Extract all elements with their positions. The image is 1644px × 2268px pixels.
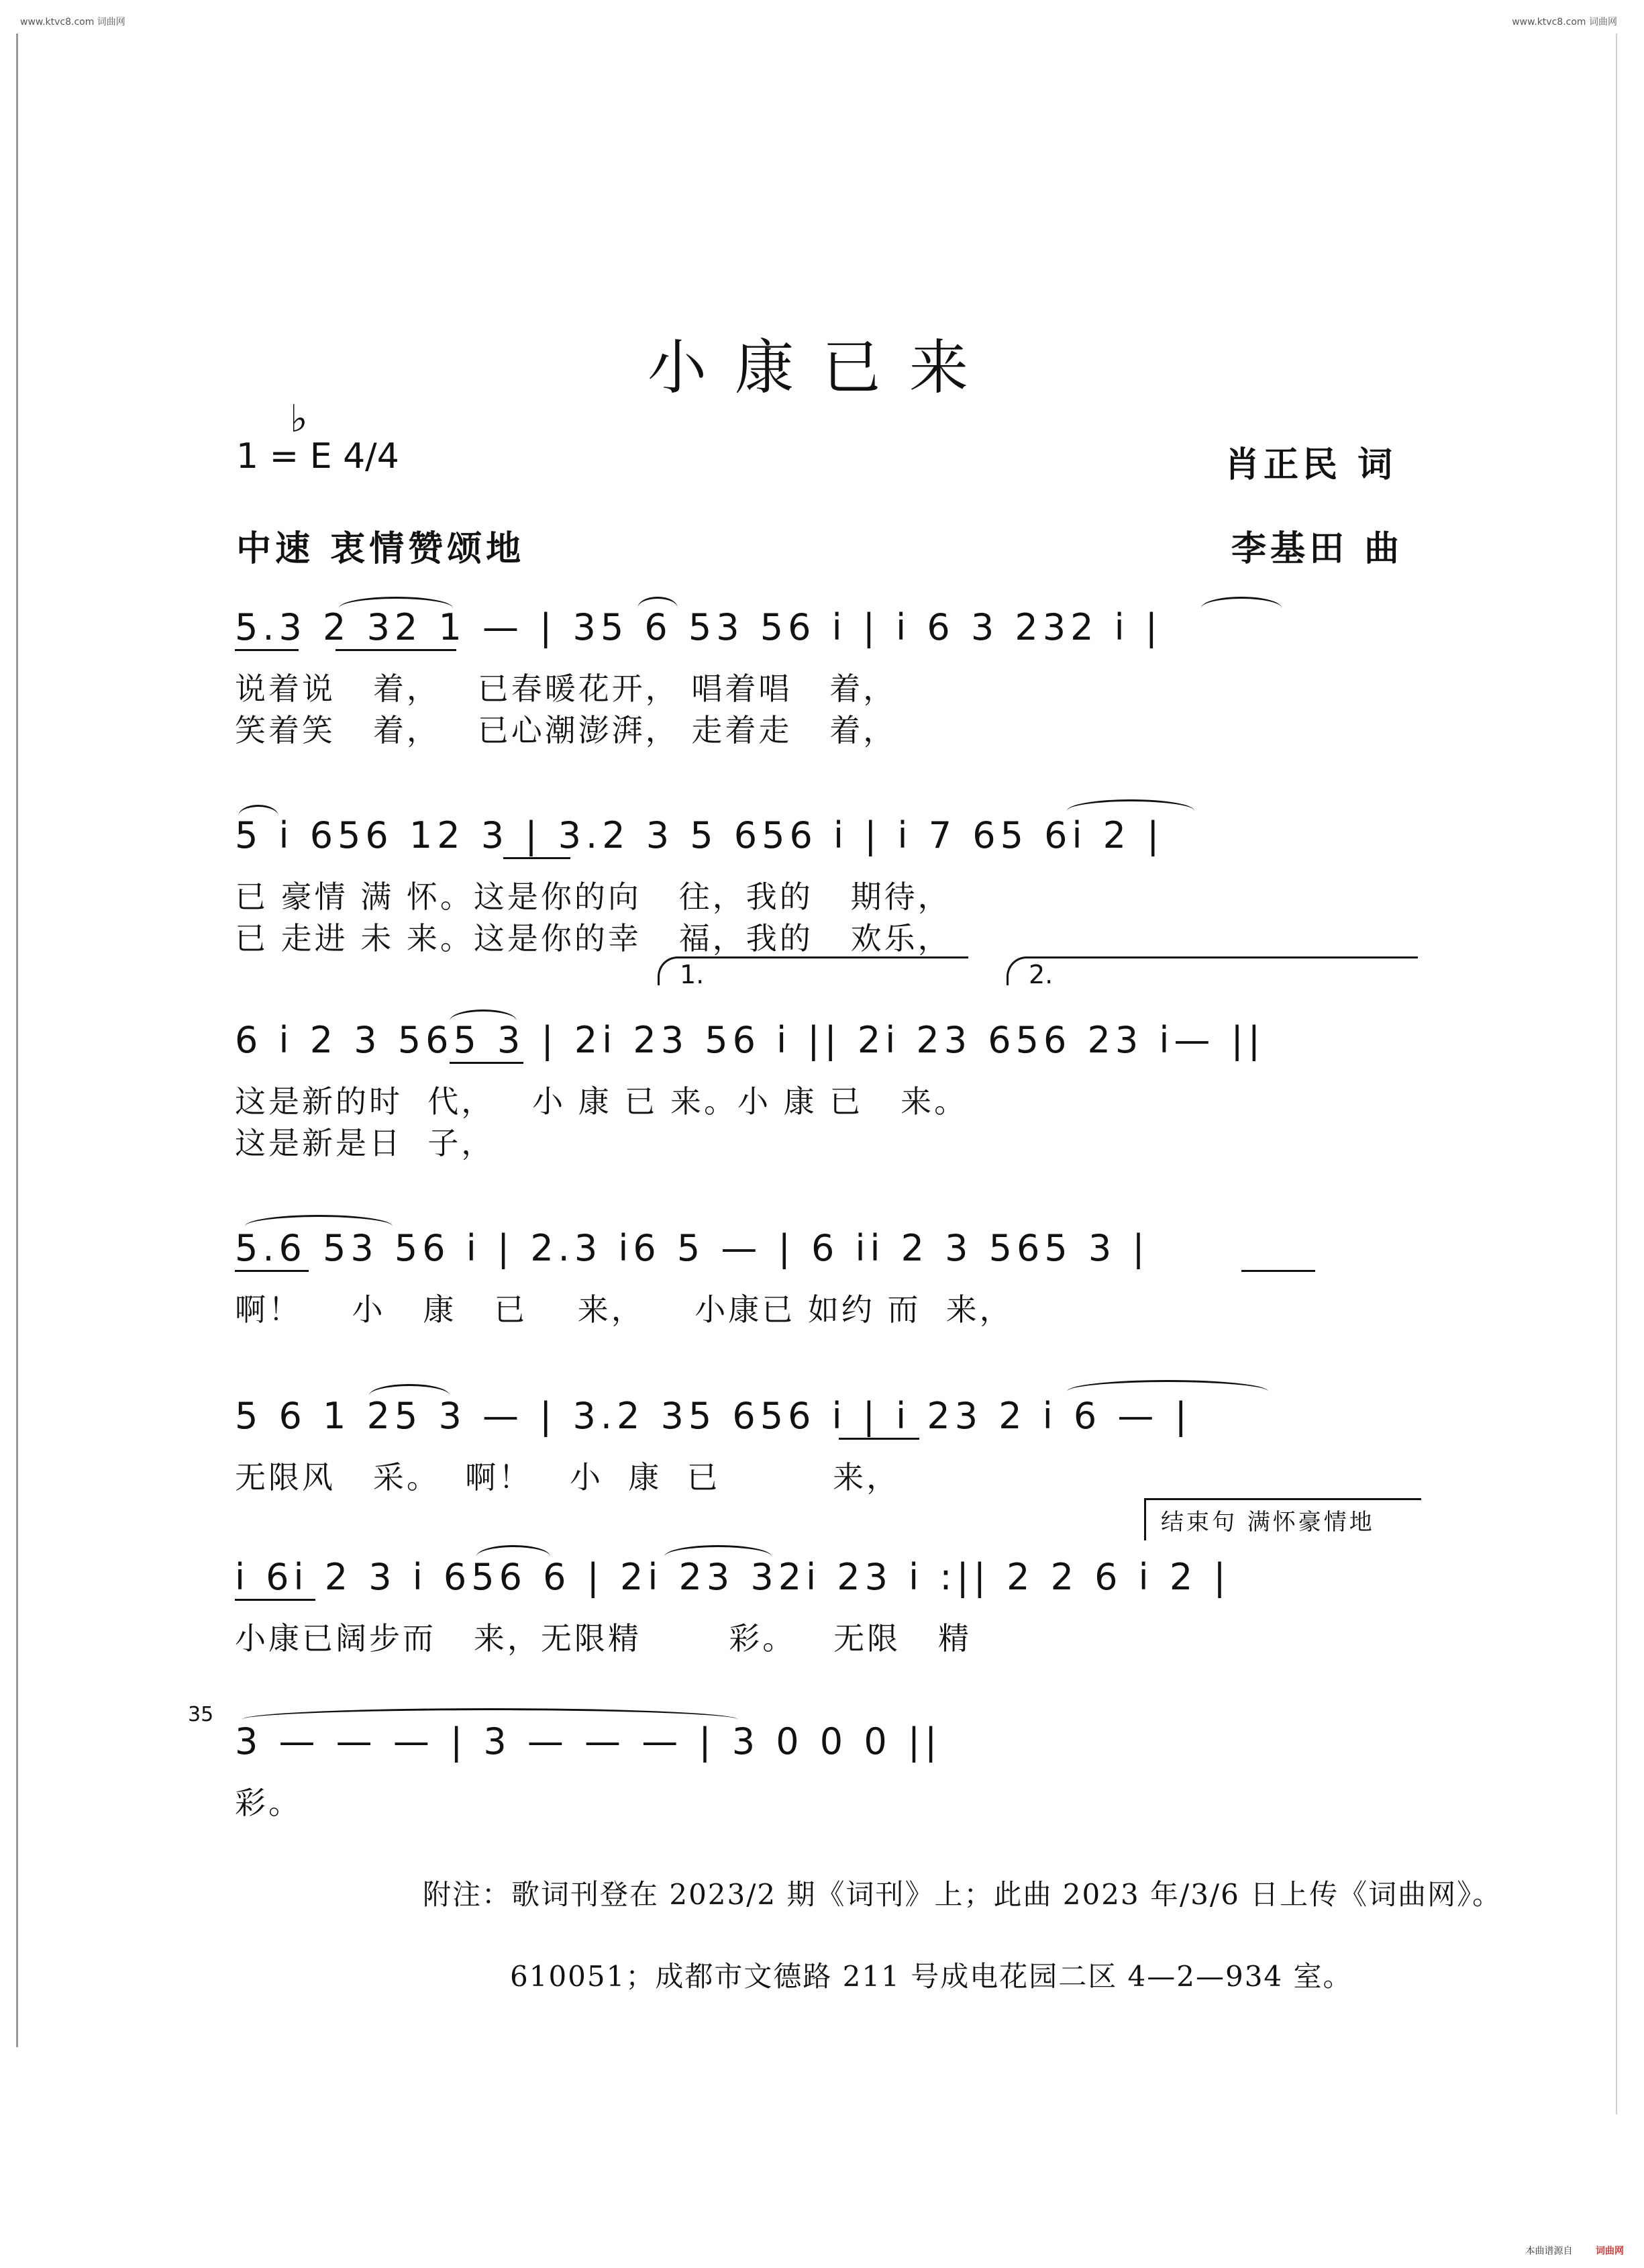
underline xyxy=(1241,1270,1315,1272)
underline xyxy=(235,1270,309,1272)
slur xyxy=(339,597,453,608)
lyrics-line-5a: 无限风 采。 啊！ 小 康 已 来， xyxy=(235,1459,901,1495)
notation-line-7: 3 — — — | 3 — — — | 3 0 0 0 || xyxy=(235,1720,942,1763)
notation-line-4: 5.6 53 56 i | 2.3 i6 5 — | 6 ii 2 3 565 3 | xyxy=(235,1227,1149,1269)
slur xyxy=(476,1545,550,1557)
slur xyxy=(1067,799,1194,811)
lyrics-line-3b: 这是新是日 子， xyxy=(235,1125,495,1161)
tempo-marking: 中速 衷情赞颂地 xyxy=(236,528,525,569)
coda-text: 结束句 满怀豪情地 xyxy=(1161,1509,1375,1536)
key-text: 1 = E 4/4 xyxy=(236,436,399,477)
notation-line-6: i 6i 2 3 i 656 6 | 2i 23 32i 23 i :|| 2 2 6 i 2 | xyxy=(235,1556,1231,1598)
notation-line-1: 5.3 2 32 1 — | 35 6 53 56 i | i 6 3 232 i | xyxy=(235,606,1162,648)
notation-line-5: 5 6 1 25 3 — | 3.2 35 656 i | i 23 2 i 6 — | xyxy=(235,1395,1192,1437)
underline xyxy=(336,649,456,651)
notation-line-2: 5 i 656 12 3 | 3.2 3 5 656 i | i 7 65 6i 2 | xyxy=(235,814,1164,856)
lyrics-line-3a: 这是新的时 代， 小 康 已 来。小 康 已 来。 xyxy=(235,1083,968,1120)
watermark-top-left: www.ktvc8.com 词曲网 xyxy=(20,17,125,28)
grace-notes: 35 xyxy=(188,1703,214,1726)
lyrics-line-1b: 笑着笑 着， 已心潮澎湃， 走着走 着， xyxy=(235,712,897,748)
underline xyxy=(235,1599,315,1601)
footnote-address: 610051；成都市文德路 211 号成电花园二区 4—2—934 室。 xyxy=(510,1960,1353,1993)
watermark-bottom-brand: 词曲网 xyxy=(1596,2246,1624,2257)
lyricist-credit: 肖正民 词 xyxy=(1225,444,1397,485)
notation-line-3: 6 i 2 3 565 3 | 2i 23 56 i || 2i 23 656 23 i— || xyxy=(235,1019,1265,1061)
song-title: 小康已来 xyxy=(647,333,996,402)
watermark-top-right: www.ktvc8.com 词曲网 xyxy=(1512,17,1617,28)
underline xyxy=(235,649,299,651)
lyrics-line-2b: 已 走进 未 来。这是你的幸 福，我的 欢乐， xyxy=(235,920,952,956)
watermark-bottom-label: 本曲谱源自 xyxy=(1525,2246,1573,2257)
underline xyxy=(503,857,570,859)
slur xyxy=(637,597,678,608)
lyrics-line-2a: 已 豪情 满 怀。这是你的向 往，我的 期待， xyxy=(235,879,952,915)
slur xyxy=(1201,597,1282,608)
underline xyxy=(839,1438,919,1440)
key-signature xyxy=(236,397,399,477)
lyrics-line-6a: 小康已阔步而 来，无限精 彩。 无限 精 xyxy=(235,1620,972,1657)
slur xyxy=(238,805,278,816)
slur xyxy=(369,1384,450,1395)
volta-2: 2. xyxy=(1007,956,1418,985)
watermark-bottom xyxy=(1526,2244,1624,2257)
lyrics-line-4a: 啊！ 小 康 已 来， 小康已 如约 而 来， xyxy=(235,1291,1013,1328)
composer-credit: 李基田 曲 xyxy=(1231,528,1404,569)
footnote-publication: 附注：歌词刊登在 2023/2 期《词刊》上；此曲 2023 年/3/6 日上传《词曲网》。 xyxy=(423,1878,1502,1911)
slur xyxy=(1067,1380,1268,1391)
lyrics-line-7a: 彩。 xyxy=(235,1785,302,1821)
slur xyxy=(450,1009,517,1021)
volta-1: 1. xyxy=(658,956,968,985)
tie xyxy=(242,1708,738,1720)
slur xyxy=(664,1545,772,1557)
flat-symbol: ♭ xyxy=(290,397,308,441)
slur xyxy=(245,1215,393,1226)
lyrics-line-1a: 说着说 着， 已春暖花开， 唱着唱 着， xyxy=(235,671,897,707)
underline xyxy=(450,1062,523,1064)
